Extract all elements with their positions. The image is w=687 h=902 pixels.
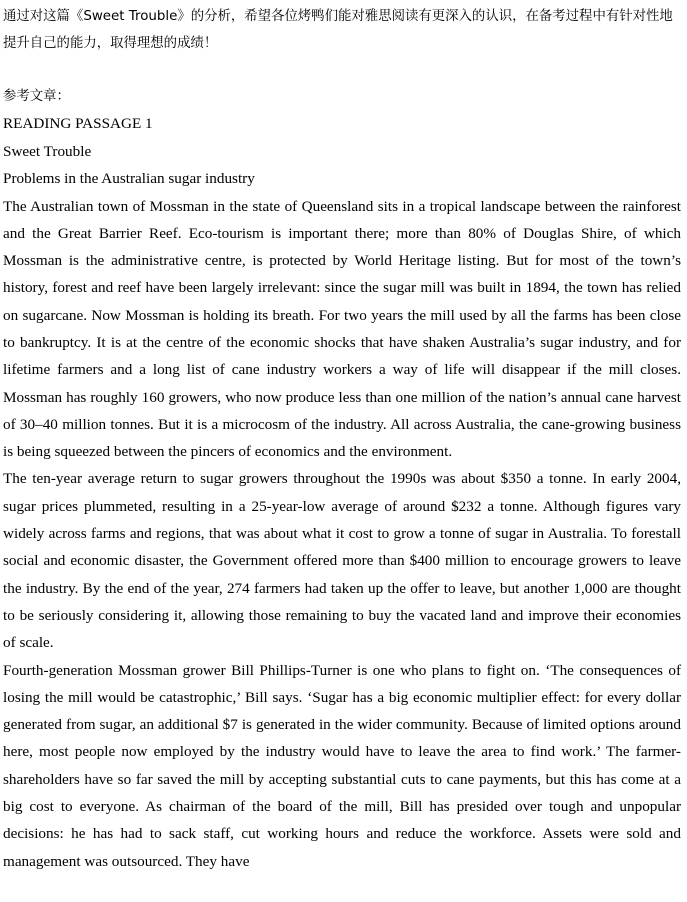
article-page [3, 0, 681, 875]
blank-line [3, 57, 681, 84]
paragraph-1: The Australian town of Mossman in the state of Queensland sits in a tropical landscape between the rainforest and the Great Barrier Reef. Eco-tourism is important there; more than 80% of Douglas Shire, of which Mossman is the administrative centre, is protected by World Heritage listing. But for most of the town’s history, forest and reef have been largely irrelevant: since the sugar mill was built in 1894, the town has relied on sugarcane. Now Mossman is holding its breath. For two years the mill used by all the farms has been close to bankruptcy. It is at the centre of the economic shocks that have shaken Australia’s sugar industry, and for lifetime farmers and a long list of cane industry workers a way of life will disappear if the mill closes. Mossman has roughly 160 growers, who now produce less than one million of the nation’s annual cane harvest of 30–40 million tonnes. But it is a microcosm of the industry. All across Australia, the cane-growing business is being squeezed between the pincers of economics and the environment. [3, 197, 681, 461]
paragraph-2: The ten-year average return to sugar growers throughout the 1990s was about $350 a tonne. In early 2004, sugar prices plummeted, resulting in a 25-year-low average of around $232 a tonne. Although figures vary widely across farms and regions, that was about what it cost to grow a tonne of sugar in Australia. To forestall social and economic disaster, the Government offered more than $400 million to encourage growers to leave the industry. By the end of the year, 274 farmers had taken up the offer to leave, but another 1,000 are thought to be seriously considering it, allowing those remaining to buy the vacated land and improve their economies of scale. [3, 470, 681, 652]
passage-subtitle: Problems in the Australian sugar industry [3, 170, 255, 187]
passage-number: READING PASSAGE 1 [3, 115, 153, 132]
reference-label: 参考文章： [3, 89, 70, 104]
paragraph-3: Fourth-generation Mossman grower Bill Phillips-Turner is one who plans to fight on. ‘The consequences of losing the mill would be catastrophic,’ Bill says. ‘Sugar has a big economic multiplier effect: for every dollar generated from sugar, an additional $7 is generated in the wider community. Because of limited options around here, most people now employed by the industry would have to leave the area to find work.’ The farmer-shareholders have so far saved the mill by accepting substantial cuts to cane payments, but this has come at a big cost to everyone. As chairman of the board of the mill, Bill has presided over tough and unpopular decisions: he has had to sack staff, cut working hours and reduce the workforce. Assets were sold and management was outsourced. They have [3, 661, 681, 870]
passage-title: Sweet Trouble [3, 142, 92, 160]
intro-text: 通过对这篇《Sweet Trouble》的分析，希望各位烤鸭们能对雅思阅读有更深入的认识，在备考过程中有针对性地提升自己的能力，取得理想的成绩！ [3, 9, 673, 51]
